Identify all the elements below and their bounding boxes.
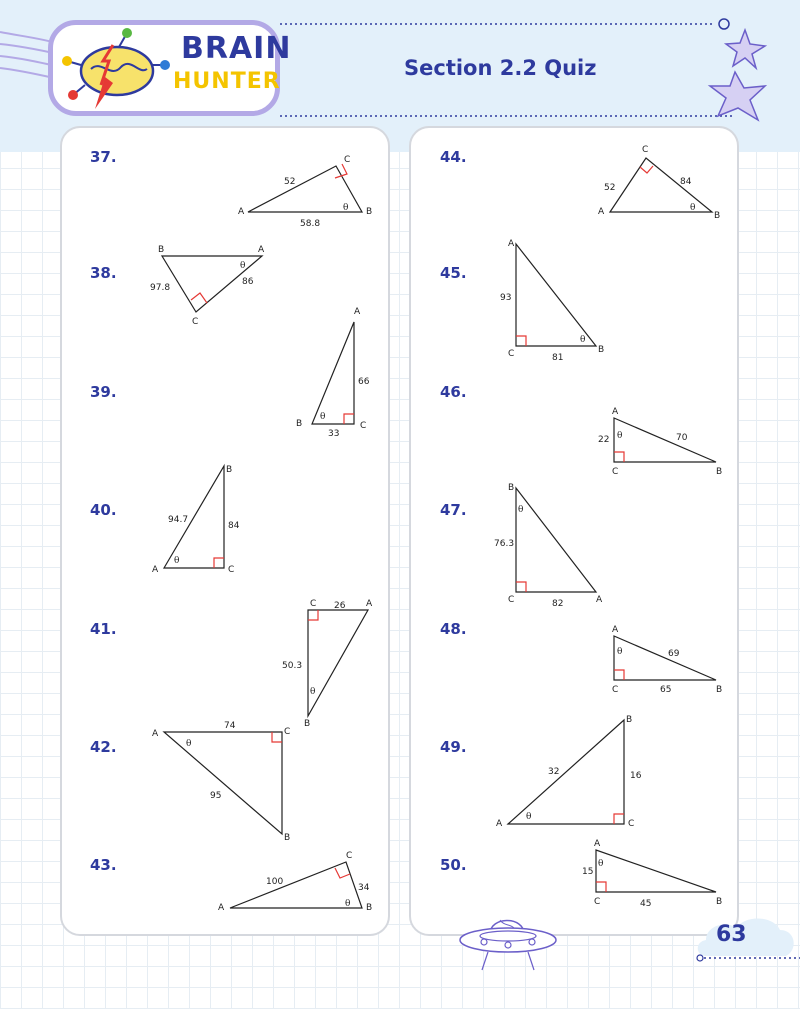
svg-text:22: 22 <box>598 435 610 445</box>
svg-text:A: A <box>612 625 619 635</box>
triangle-41 <box>282 599 373 729</box>
svg-text:84: 84 <box>680 177 692 187</box>
svg-text:76.3: 76.3 <box>494 539 515 549</box>
svg-text:A: A <box>218 903 225 913</box>
svg-text:θ: θ <box>343 203 349 213</box>
svg-text:100: 100 <box>266 877 284 887</box>
svg-text:A: A <box>354 307 361 317</box>
problem-number: 39. <box>90 383 117 401</box>
svg-text:C: C <box>612 685 619 695</box>
problem-number: 44. <box>440 148 467 166</box>
svg-text:74: 74 <box>224 721 236 731</box>
svg-text:θ: θ <box>174 556 180 566</box>
ufo-icon <box>454 904 564 994</box>
svg-text:52: 52 <box>284 177 296 187</box>
svg-text:A: A <box>598 207 605 217</box>
svg-text:C: C <box>642 145 649 155</box>
problem-number: 42. <box>90 738 117 756</box>
svg-text:A: A <box>258 245 265 255</box>
triangle-38 <box>150 245 265 327</box>
svg-text:C: C <box>508 595 515 605</box>
svg-text:69: 69 <box>668 649 680 659</box>
svg-text:A: A <box>496 819 503 829</box>
page-number: 63 <box>716 922 747 947</box>
svg-text:A: A <box>366 599 373 609</box>
svg-text:θ: θ <box>617 431 623 441</box>
svg-text:θ: θ <box>518 505 524 515</box>
svg-text:A: A <box>152 729 159 739</box>
svg-text:B: B <box>714 211 721 221</box>
svg-text:97.8: 97.8 <box>150 283 171 293</box>
svg-text:C: C <box>594 897 601 907</box>
triangle-49 <box>496 715 642 829</box>
svg-text:C: C <box>284 727 291 737</box>
problem-number: 43. <box>90 856 117 874</box>
svg-text:84: 84 <box>228 521 240 531</box>
svg-text:B: B <box>226 465 233 475</box>
svg-text:B: B <box>716 685 723 695</box>
svg-text:A: A <box>612 407 619 417</box>
svg-text:θ: θ <box>617 647 623 657</box>
triangle-37 <box>238 155 372 229</box>
svg-text:94.7: 94.7 <box>168 515 189 525</box>
svg-text:26: 26 <box>334 601 346 611</box>
problem-number: 49. <box>440 738 467 756</box>
svg-text:C: C <box>360 421 367 431</box>
svg-text:C: C <box>192 317 199 327</box>
problem-number: 40. <box>90 501 117 519</box>
svg-text:C: C <box>508 349 515 359</box>
svg-text:A: A <box>238 207 245 217</box>
svg-text:C: C <box>346 851 353 861</box>
brand-line-2: HUNTER <box>173 69 281 94</box>
svg-text:θ: θ <box>310 687 316 697</box>
problem-number: 37. <box>90 148 117 166</box>
triangle-39 <box>296 307 370 439</box>
svg-text:θ: θ <box>320 412 326 422</box>
svg-text:A: A <box>594 839 601 849</box>
svg-text:A: A <box>596 595 603 605</box>
svg-text:58.8: 58.8 <box>300 219 321 229</box>
svg-text:B: B <box>716 897 723 907</box>
svg-text:C: C <box>612 467 619 477</box>
svg-text:A: A <box>508 239 515 249</box>
svg-text:C: C <box>344 155 351 165</box>
svg-text:θ: θ <box>240 261 246 271</box>
svg-text:66: 66 <box>358 377 370 387</box>
svg-text:B: B <box>626 715 633 725</box>
page-title: Section 2.2 Quiz <box>404 56 597 80</box>
problem-number: 48. <box>440 620 467 638</box>
svg-text:θ: θ <box>345 899 351 909</box>
triangle-43 <box>218 851 372 913</box>
svg-text:81: 81 <box>552 353 564 363</box>
svg-text:65: 65 <box>660 685 672 695</box>
svg-text:B: B <box>366 903 373 913</box>
svg-text:C: C <box>628 819 635 829</box>
triangle-42 <box>152 721 290 843</box>
svg-text:45: 45 <box>640 899 652 909</box>
svg-text:50.3: 50.3 <box>282 661 303 671</box>
svg-text:C: C <box>228 565 235 575</box>
svg-text:86: 86 <box>242 277 254 287</box>
svg-text:θ: θ <box>598 859 604 869</box>
triangle-46 <box>598 407 722 477</box>
svg-text:93: 93 <box>500 293 512 303</box>
svg-text:A: A <box>152 565 159 575</box>
problem-number: 41. <box>90 620 117 638</box>
triangle-50 <box>582 839 722 909</box>
svg-text:82: 82 <box>552 599 564 609</box>
problem-number: 50. <box>440 856 467 874</box>
svg-text:32: 32 <box>548 767 560 777</box>
triangle-44 <box>598 145 720 221</box>
svg-text:B: B <box>304 719 311 729</box>
triangle-45 <box>500 239 604 363</box>
svg-text:70: 70 <box>676 433 688 443</box>
triangle-47 <box>494 483 603 609</box>
problem-number: 38. <box>90 264 117 282</box>
svg-text:B: B <box>716 467 723 477</box>
triangle-40 <box>152 465 240 575</box>
svg-text:θ: θ <box>186 739 192 749</box>
svg-text:B: B <box>598 345 605 355</box>
svg-text:θ: θ <box>580 335 586 345</box>
problem-number: 46. <box>440 383 467 401</box>
brand-line-1: BRAIN <box>181 31 292 66</box>
svg-text:θ: θ <box>690 203 696 213</box>
problem-number: 47. <box>440 501 467 519</box>
svg-text:B: B <box>296 419 303 429</box>
svg-text:B: B <box>366 207 373 217</box>
svg-text:B: B <box>284 833 291 843</box>
svg-text:θ: θ <box>526 812 532 822</box>
svg-text:C: C <box>310 599 317 609</box>
triangle-48 <box>612 625 722 695</box>
svg-text:B: B <box>158 245 165 255</box>
svg-text:33: 33 <box>328 429 340 439</box>
problem-number: 45. <box>440 264 467 282</box>
svg-text:16: 16 <box>630 771 642 781</box>
svg-text:52: 52 <box>604 183 616 193</box>
svg-text:B: B <box>508 483 515 493</box>
svg-text:34: 34 <box>358 883 370 893</box>
svg-text:15: 15 <box>582 867 594 877</box>
svg-text:95: 95 <box>210 791 222 801</box>
